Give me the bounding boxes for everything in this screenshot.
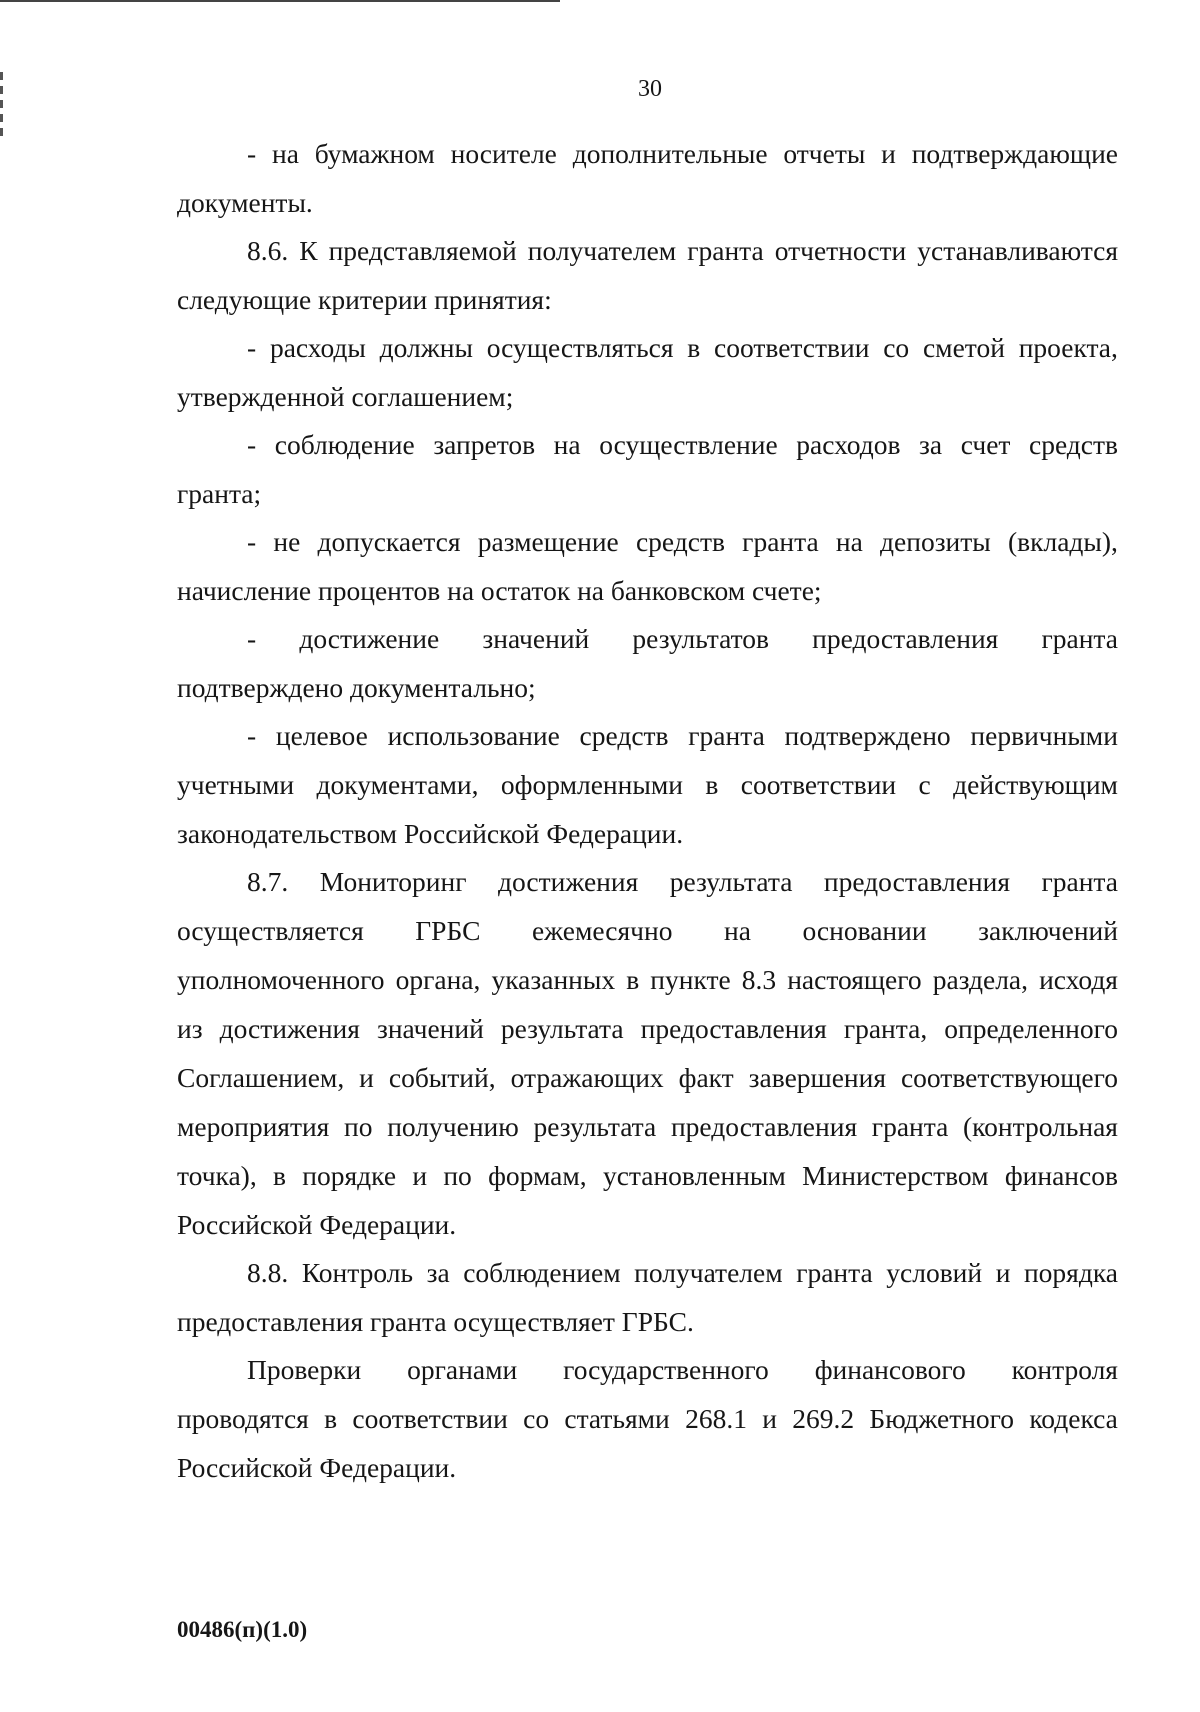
text-line-content: учетными документами, оформленными в соответствии с действующим xyxy=(177,769,1118,800)
text-line xyxy=(177,1004,1118,1053)
text-line-content: уполномоченного органа, указанных в пункте 8.3 настоящего раздела, исходя xyxy=(177,964,1118,995)
text-line: утвержденной соглашением; xyxy=(177,381,514,412)
paragraph-expenses-estimate xyxy=(177,323,1118,421)
text-line xyxy=(177,906,1118,955)
text-line: документы. xyxy=(177,187,313,218)
text-line xyxy=(177,1053,1118,1102)
paragraph-8-6 xyxy=(177,226,1118,324)
text-line-content: Проверки органами государственного финансового контроля xyxy=(247,1354,1118,1385)
text-line-content: - целевое использование средств гранта подтверждено первичными xyxy=(247,720,1118,751)
text-line xyxy=(177,420,1118,469)
paragraph-8-7 xyxy=(177,857,1118,1249)
text-line: подтверждено документально; xyxy=(177,672,536,703)
text-line-content: 8.7. Мониторинг достижения результата предоставления гранта xyxy=(247,866,1118,897)
text-line-content: мероприятия по получению результата предоставления гранта (контрольная xyxy=(177,1111,1118,1142)
text-line-content: точка), в порядке и по формам, установленным Министерством финансов xyxy=(177,1160,1118,1191)
text-line xyxy=(177,955,1118,1004)
text-line: законодательством Российской Федерации. xyxy=(177,818,684,849)
text-line-content: - на бумажном носителе дополнительные отчеты и подтверждающие xyxy=(247,138,1118,169)
paragraph-8-8 xyxy=(177,1248,1118,1346)
text-line-content: - достижение значений результатов предоставления гранта xyxy=(247,623,1118,654)
text-line xyxy=(177,1345,1118,1394)
text-line xyxy=(177,1102,1118,1151)
text-line xyxy=(177,614,1118,663)
text-line-content: Соглашением, и событий, отражающих факт завершения соответствующего xyxy=(177,1062,1118,1093)
text-line-content: 8.6. К представляемой получателем гранта отчетности устанавливаются xyxy=(247,235,1118,266)
paragraph-paper-reports xyxy=(177,129,1118,227)
text-line xyxy=(177,857,1118,906)
text-line xyxy=(177,1248,1118,1297)
text-line: предоставления гранта осуществляет ГРБС. xyxy=(177,1306,694,1337)
paragraph-results-confirmed xyxy=(177,614,1118,712)
scan-top-rule xyxy=(0,0,560,2)
text-line-content: осуществляется ГРБС ежемесячно на основании заключений xyxy=(177,915,1118,946)
paragraph-target-use xyxy=(177,711,1118,858)
text-line: следующие критерии принятия: xyxy=(177,284,552,315)
text-line: Российской Федерации. xyxy=(177,1209,457,1240)
text-line-content: проводятся в соответствии со статьями 268.1 и 269.2 Бюджетного кодекса xyxy=(177,1403,1118,1434)
text-line-content: 8.8. Контроль за соблюдением получателем гранта условий и порядка xyxy=(247,1257,1118,1288)
text-line-content: из достижения значений результата предоставления гранта, определенного xyxy=(177,1013,1118,1044)
text-line-content: - не допускается размещение средств гранта на депозиты (вклады), xyxy=(247,526,1118,557)
text-line xyxy=(177,1151,1118,1200)
text-line xyxy=(177,226,1118,275)
text-line xyxy=(177,760,1118,809)
text-line xyxy=(177,129,1118,178)
paragraph-inspections xyxy=(177,1345,1118,1492)
text-line-content: - расходы должны осуществляться в соответствии со сметой проекта, xyxy=(247,332,1118,363)
text-line: Российской Федерации. xyxy=(177,1452,457,1483)
paragraph-prohibitions xyxy=(177,420,1118,518)
text-line xyxy=(177,1394,1118,1443)
text-line xyxy=(177,517,1118,566)
text-line: начисление процентов на остаток на банковском счете; xyxy=(177,575,822,606)
document-body xyxy=(177,129,1118,1492)
paragraph-deposits xyxy=(177,517,1118,615)
text-line xyxy=(177,711,1118,760)
text-line-content: - соблюдение запретов на осуществление расходов за счет средств xyxy=(247,429,1118,460)
text-line: гранта; xyxy=(177,478,262,509)
page-number: 30 xyxy=(638,76,662,102)
text-line xyxy=(177,323,1118,372)
document-code: 00486(п)(1.0) xyxy=(177,1617,308,1642)
